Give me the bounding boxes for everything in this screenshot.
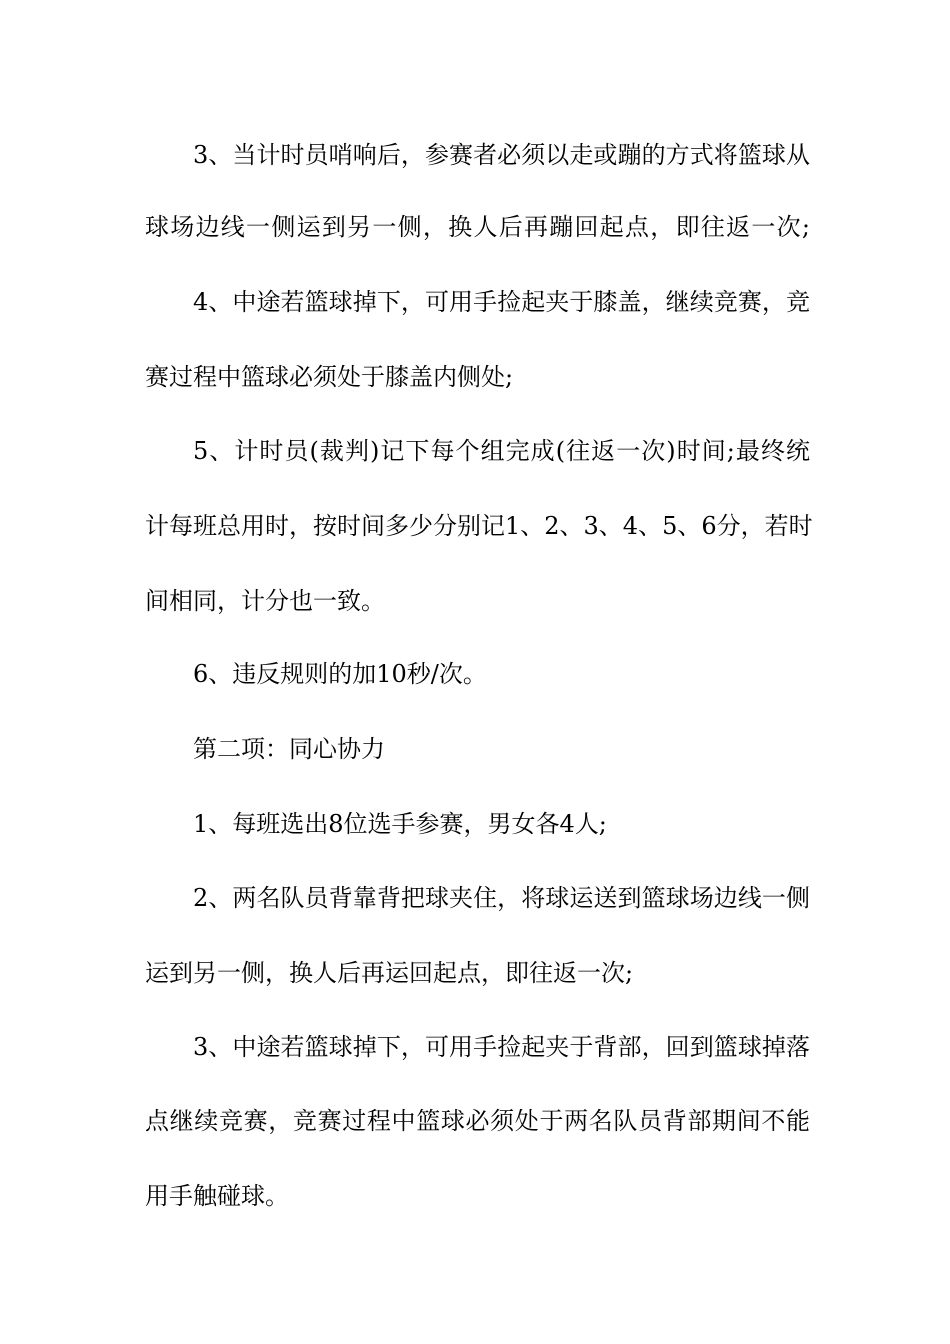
paragraph-line: 计每班总用时，按时间多少分别记1、2、3、4、5、6分，若时	[145, 512, 813, 540]
paragraph-line: 4、中途若篮球掉下，可用手捡起夹于膝盖，继续竞赛，竞	[193, 288, 810, 316]
section-heading: 第二项：同心协力	[193, 735, 385, 763]
paragraph-line: 点继续竞赛，竞赛过程中篮球必须处于两名队员背部期间不能	[145, 1107, 810, 1135]
paragraph-line: 5、计时员(裁判)记下每个组完成(往返一次)时间;最终统	[193, 437, 810, 465]
paragraph-line: 3、中途若篮球掉下，可用手捡起夹于背部，回到篮球掉落	[193, 1033, 810, 1061]
paragraph-line: 运到另一侧，换人后再运回起点，即往返一次;	[145, 959, 634, 987]
paragraph-line: 1、每班选出8位选手参赛，男女各4人;	[193, 810, 607, 838]
paragraph-line: 赛过程中篮球必须处于膝盖内侧处;	[145, 363, 514, 391]
paragraph-line: 球场边线一侧运到另一侧，换人后再蹦回起点，即往返一次;	[145, 213, 810, 241]
paragraph-line: 用手触碰球。	[145, 1182, 289, 1210]
paragraph-line: 2、两名队员背靠背把球夹住，将球运送到篮球场边线一侧	[193, 884, 810, 912]
paragraph-line: 6、违反规则的加10秒/次。	[193, 660, 487, 688]
paragraph-line: 3、当计时员哨响后，参赛者必须以走或蹦的方式将篮球从	[193, 141, 810, 169]
paragraph-line: 间相同，计分也一致。	[145, 587, 385, 615]
